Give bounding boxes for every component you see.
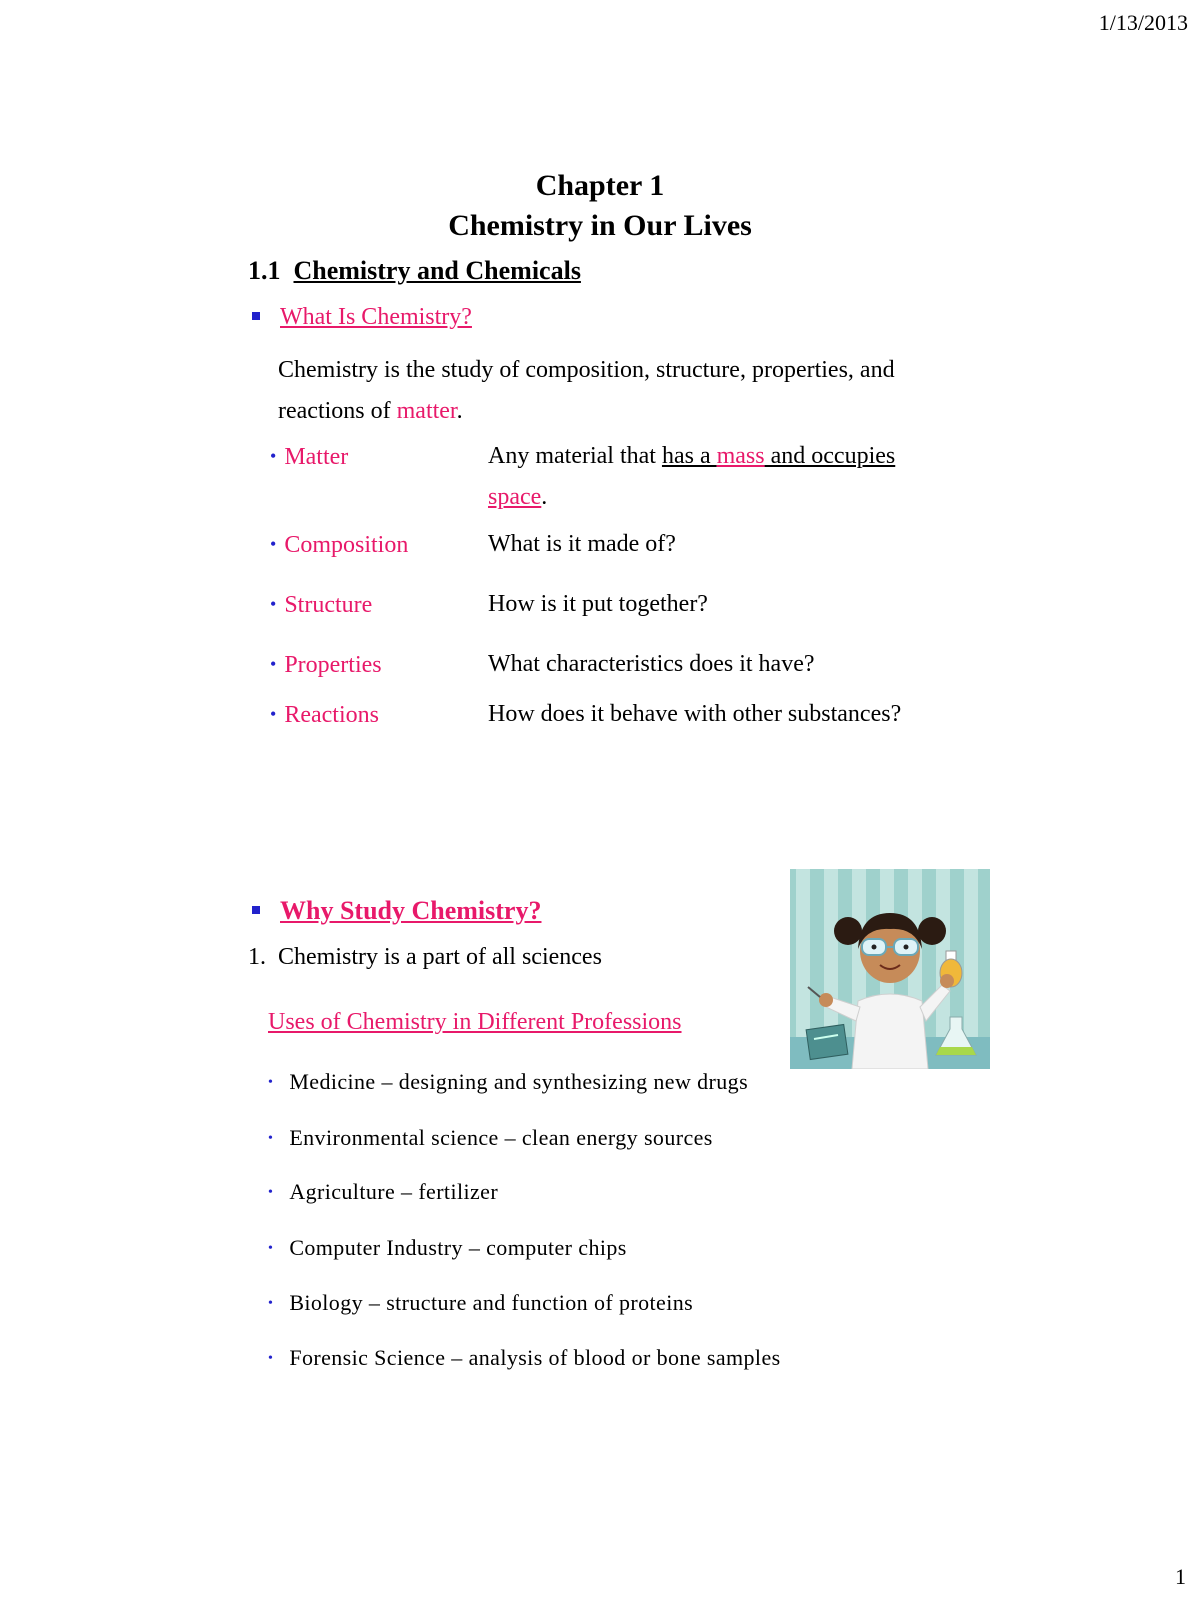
chapter-number: Chapter 1: [535, 169, 665, 202]
definition-lead: Chemistry is the study of composition, structure, properties, and reactions of: [278, 357, 895, 424]
dot-bullet-icon: •: [268, 1351, 274, 1366]
what-is-chemistry-item: [252, 304, 472, 331]
dot-bullet-icon: •: [268, 1185, 274, 1200]
dot-bullet-icon: •: [270, 704, 277, 724]
dot-bullet-icon: •: [270, 654, 277, 674]
section-name: Chemistry and Chemicals: [293, 256, 581, 285]
term-label: • Properties: [270, 652, 382, 678]
definition-end: .: [456, 398, 463, 424]
item-number: 1.: [248, 944, 266, 970]
section-number: 1.1: [248, 256, 281, 285]
list-item: • Medicine – designing and synthesizing new drugs: [268, 1069, 749, 1094]
header-date: 1/13/2013: [1098, 10, 1188, 35]
term-row: [270, 444, 970, 528]
term-description: Any material that has a mass and occupies space.: [488, 443, 896, 510]
definition-term: matter: [396, 398, 457, 424]
square-bullet-icon: [252, 906, 260, 914]
term-label: • Composition: [270, 532, 409, 558]
uses-heading: Uses of Chemistry in Different Professions: [268, 1009, 682, 1035]
dot-bullet-icon: •: [268, 1296, 274, 1311]
list-item: • Agriculture – fertilizer: [268, 1179, 499, 1204]
term-label: • Matter: [270, 444, 349, 470]
list-item: • Biology – structure and function of proteins: [268, 1290, 694, 1315]
term-row: [270, 702, 970, 734]
list-item: • Forensic Science – analysis of blood or bone samples: [268, 1345, 781, 1370]
section-heading: [248, 256, 581, 286]
term-description: What is it made of?: [488, 531, 676, 557]
why-study-item: [252, 896, 541, 926]
chemistry-definition: [278, 350, 978, 432]
item-text: Chemistry is a part of all sciences: [278, 944, 602, 970]
term-row: [270, 532, 970, 564]
term-label: • Structure: [270, 592, 373, 618]
why-study-heading: Why Study Chemistry?: [280, 896, 542, 925]
scientist-illustration: [790, 869, 990, 1069]
dot-bullet-icon: •: [268, 1131, 274, 1146]
page-number: 1: [1175, 1564, 1186, 1589]
term-row: [270, 592, 970, 624]
dot-bullet-icon: •: [270, 594, 277, 614]
term-description: How is it put together?: [488, 591, 708, 617]
numbered-item: [248, 944, 602, 971]
term-label: • Reactions: [270, 702, 379, 728]
square-bullet-icon: [252, 312, 260, 320]
term-row: [270, 652, 970, 684]
list-item: • Computer Industry – computer chips: [268, 1235, 627, 1260]
list-item: • Environmental science – clean energy sources: [268, 1125, 713, 1150]
what-is-chemistry-heading: What Is Chemistry?: [280, 304, 472, 330]
dot-bullet-icon: •: [268, 1075, 274, 1090]
term-description: How does it behave with other substances?: [488, 701, 902, 727]
dot-bullet-icon: •: [270, 534, 277, 554]
term-description: What characteristics does it have?: [488, 651, 815, 677]
dot-bullet-icon: •: [268, 1241, 274, 1256]
chapter-title: Chemistry in Our Lives: [448, 209, 752, 242]
dot-bullet-icon: •: [270, 446, 277, 466]
